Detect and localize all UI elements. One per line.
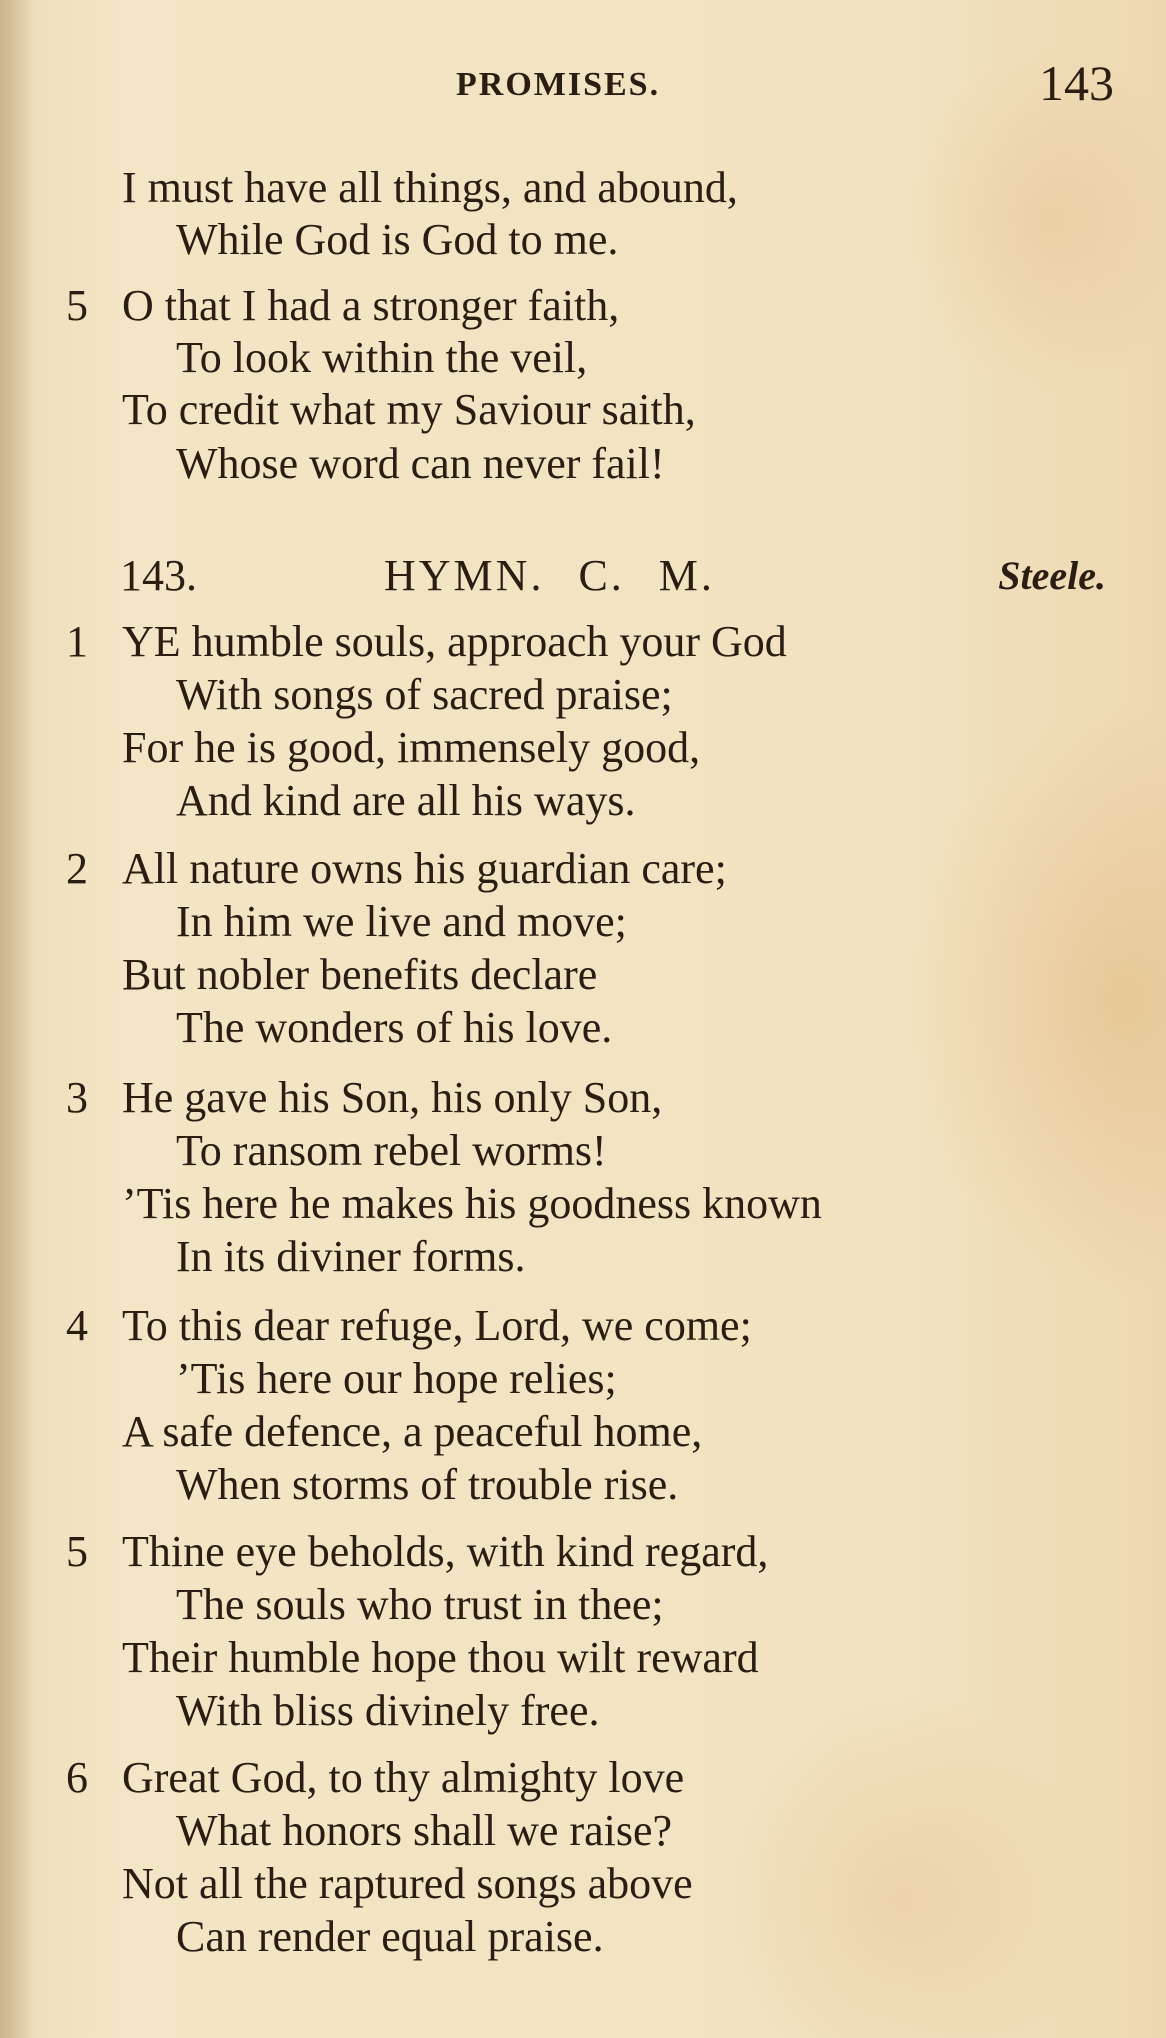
verse-line: In its diviner forms. [176, 1232, 526, 1281]
verse-line: He gave his Son, his only Son, [122, 1073, 663, 1122]
verse-line: O that I had a stronger faith, [122, 281, 620, 330]
verse-line: Great God, to thy almighty love [122, 1753, 685, 1802]
verse-line: All nature owns his guardian care; [122, 844, 727, 893]
verse-line: To this dear refuge, Lord, we come; [122, 1301, 752, 1350]
verse-line: ’Tis here he makes his goodness known [122, 1179, 822, 1228]
verse-line: Not all the raptured songs above [122, 1859, 693, 1908]
verse-number: 5 [66, 1527, 88, 1576]
running-title: PROMISES. [456, 66, 661, 103]
hymn-author: Steele. [998, 553, 1106, 598]
prev-hymn-line: I must have all things, and abound, [122, 163, 738, 212]
verse-line: With songs of sacred praise; [176, 670, 673, 719]
verse-line: ’Tis here our hope relies; [176, 1354, 617, 1403]
verse-line: A safe defence, a peaceful home, [122, 1407, 703, 1456]
verse-number: 6 [66, 1753, 88, 1802]
verse-line: To credit what my Saviour saith, [122, 385, 696, 434]
verse-line: Whose word can never fail! [176, 439, 665, 488]
verse-number: 5 [66, 281, 88, 330]
verse-line: The souls who trust in thee; [176, 1580, 664, 1629]
hymn-title: HYMN. C. M. [384, 551, 715, 600]
verse-line: When storms of trouble rise. [176, 1460, 679, 1509]
verse-line: To look within the veil, [176, 333, 588, 382]
verse-number: 3 [66, 1073, 88, 1122]
verse-line: And kind are all his ways. [176, 776, 636, 825]
verse-number: 2 [66, 844, 88, 893]
verse-number: 4 [66, 1301, 88, 1350]
verse-line: Can render equal praise. [176, 1912, 604, 1961]
verse-line: YE humble souls, approach your God [122, 617, 787, 666]
verse-line: To ransom rebel worms! [176, 1126, 607, 1175]
verse-line: With bliss divinely free. [176, 1686, 600, 1735]
prev-hymn-line: While God is God to me. [176, 215, 619, 264]
verse-line: Their humble hope thou wilt reward [122, 1633, 759, 1682]
verse-line: But nobler benefits declare [122, 950, 598, 999]
hymn-number: 143. [120, 551, 197, 600]
verse-line: The wonders of his love. [176, 1003, 613, 1052]
verse-line: Thine eye beholds, with kind regard, [122, 1527, 769, 1576]
page-gutter-shadow [0, 0, 34, 2038]
verse-line: For he is good, immensely good, [122, 723, 701, 772]
verse-line: What honors shall we raise? [176, 1806, 673, 1855]
verse-line: In him we live and move; [176, 897, 627, 946]
verse-number: 1 [66, 617, 88, 666]
page-number: 143 [1039, 55, 1114, 111]
